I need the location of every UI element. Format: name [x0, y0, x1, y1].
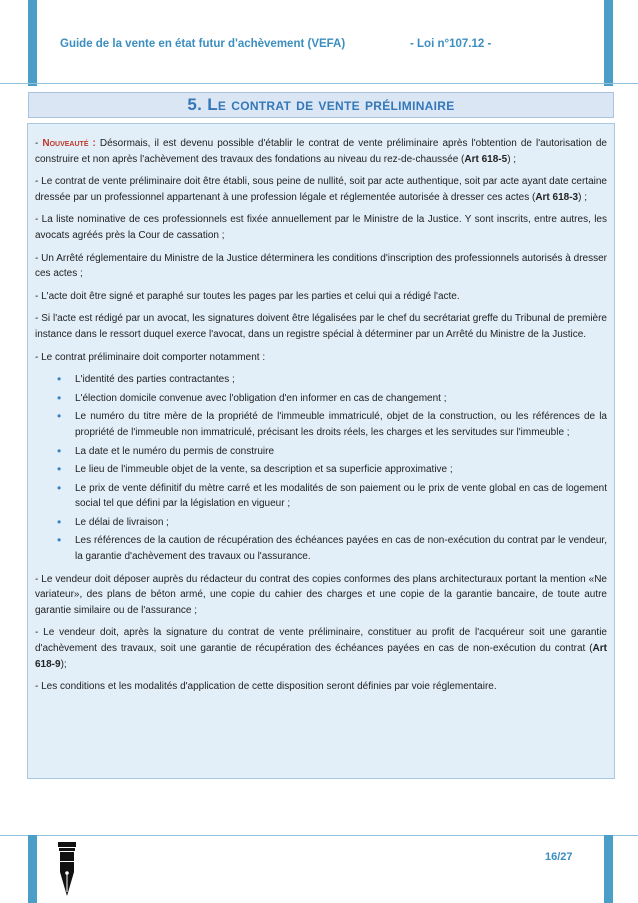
list-item: • Les références de la caution de récupération des échéances payées en cas de non-exécution du contrat par le vendeur, la garantie d'achèvement des travaux ou l'assurance.: [75, 533, 607, 564]
paragraph-text: - Le vendeur doit, après la signature du contrat de vente préliminaire, constituer au profit de l'acquéreur soit une garantie d'achèvement des travaux, soit une garantie de récupération des échéances payées en cas de non-exécution du contrat (: [35, 627, 607, 655]
decor-bar-bottom-left: [28, 835, 37, 903]
list-item: • Le numéro du titre mère de la propriété de l'immeuble immatriculé, objet de la construction, ou les références de la propriété de l'immeuble non immatriculé, précisant les droits réels, les charges et les servitudes sur l'immeuble ;: [75, 409, 607, 440]
section-title: 5. Le contrat de vente préliminaire: [187, 95, 455, 114]
paragraph-conditions: - Les conditions et les modalités d'application de cette disposition seront définies par voie réglementaire.: [35, 681, 497, 693]
footer-rule: [0, 835, 638, 836]
decor-bar-top-right: [604, 0, 613, 86]
article-ref: Art 618-3: [535, 191, 579, 203]
paragraph-text: Désormais, il est devenu possible d'établir le contrat de vente préliminaire après l'obtention de l'autorisation de construire et non après l'achèvement des travaux des fondations au niveau du rez-de-chaussée (: [35, 138, 607, 165]
header-rule: [0, 83, 638, 84]
dash: -: [35, 138, 43, 149]
list-item: • Le délai de livraison ;: [75, 515, 607, 531]
paragraph-end: ) ;: [507, 153, 517, 165]
paragraph-nullite: [35, 174, 607, 205]
nouveaute-label: Nouveauté :: [42, 138, 96, 149]
paragraph-signature: - L'acte doit être signé et paraphé sur toutes les pages par les parties et celui qui a rédigé l'acte.: [35, 290, 460, 302]
article-ref: Art 618-5: [464, 153, 508, 165]
paragraph-depot-plans: - Le vendeur doit déposer auprès du rédacteur du contrat des copies conformes des plans architecturaux portant la mention «Ne variateur», des plans de béton armé, une copie du cahier des charges et une copie de la garantie bancaire, de toute autre garantie similaire ou de l'assurance ;: [35, 573, 607, 616]
list-item: • Le prix de vente définitif du mètre carré et les modalités de son paiement ou le prix de vente global en cas de logement social tel que défini par la législation en vigueur ;: [75, 481, 607, 512]
list-item: • L'identité des parties contractantes ;: [75, 372, 607, 388]
paragraph-contrat-comporte: - Le contrat préliminaire doit comporter notamment :: [35, 351, 266, 363]
paragraph-garantie: [35, 625, 607, 672]
section-title-bar: [28, 92, 614, 118]
paragraph-liste-nominative: - La liste nominative de ces professionnels est fixée annuellement par le Ministre de la Justice. Y sont inscrits, entre autres, les avocats agréés près la Cour de cassation ;: [35, 214, 607, 241]
header-guide-title: Guide de la vente en état futur d'achèvement (VEFA): [60, 38, 346, 50]
paragraph-end: ) ;: [578, 191, 588, 203]
article-ref: Art 618-9: [35, 643, 607, 670]
decor-bar-top-left: [28, 0, 37, 86]
paragraph-nouveaute: [35, 136, 607, 167]
paragraph-avocat: - Si l'acte est rédigé par un avocat, les signatures doivent être légalisées par le chef du secrétariat greffe du Tribunal de première instance dans le ressort duquel exerce l'avocat, dans un registre spécial à déterminer par un Arrêté du Ministre de la Justice.: [35, 313, 607, 340]
bullet-list: [35, 372, 607, 565]
content-box: [27, 123, 615, 779]
paragraph-text: - Le contrat de vente préliminaire doit être établi, sous peine de nullité, soit par acte authentique, soit par acte ayant date certaine dressée par un professionnel appartenant à une profession légale et réglementée autorisée à dresser ces actes (: [35, 176, 607, 203]
decor-bar-bottom-right: [604, 835, 613, 903]
fountain-pen-nib-icon: [52, 842, 82, 898]
header-law-number: - Loi n°107.12 -: [410, 38, 492, 50]
page-header: [60, 38, 580, 54]
paragraph-arrete: - Un Arrêté réglementaire du Ministre de la Justice déterminera les conditions d'inscription des professionnels autorisés à dresser ces actes ;: [35, 252, 607, 280]
list-item: • Le lieu de l'immeuble objet de la vente, sa description et sa superficie approximative ;: [75, 462, 607, 478]
list-item: • La date et le numéro du permis de construire: [75, 444, 607, 460]
paragraph-end: );: [60, 658, 67, 670]
page-number: 16/27: [545, 851, 573, 863]
list-item: • L'élection domicile convenue avec l'obligation d'en informer en cas de changement ;: [75, 391, 607, 407]
